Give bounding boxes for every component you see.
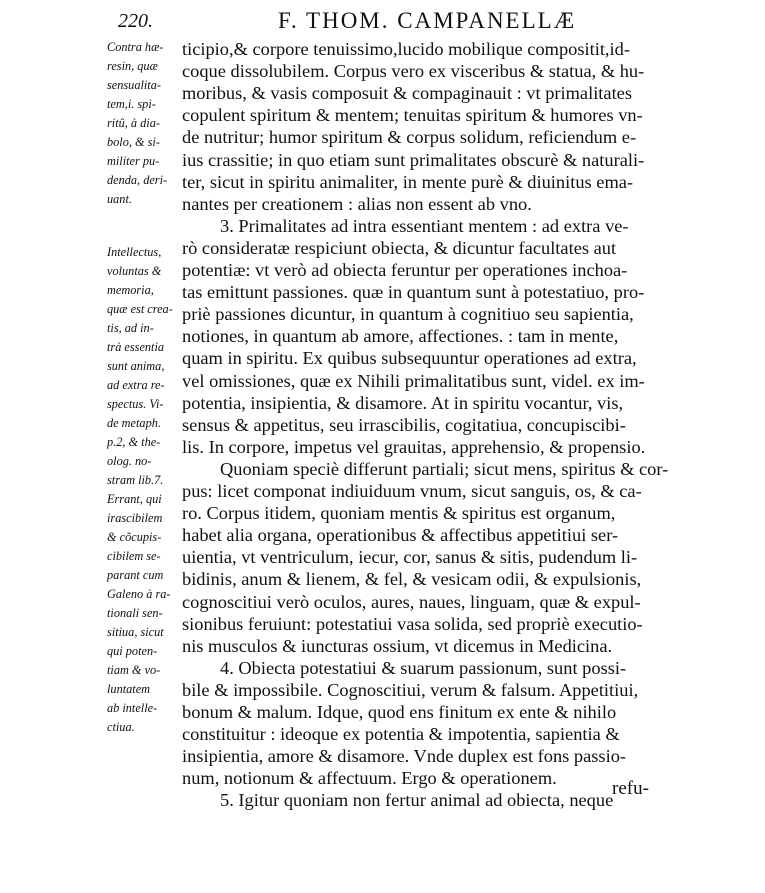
marginal-note-line: tem,i. spi- <box>107 97 156 111</box>
text-line: tas emittunt passiones. quæ in quantum sunt à potestatiuo, pro- <box>182 282 645 303</box>
marginal-note-line: Errant, qui <box>107 492 162 506</box>
marginal-note-line: uant. <box>107 192 132 206</box>
text-line: ter, sicut in spiritu animaliter, in mente purè & diuinitus ema- <box>182 171 634 192</box>
text-line: bidinis, anum & lienem, & fel, & vesicam odii, & expulsionis, <box>182 569 642 590</box>
marginal-note-line: qui poten- <box>107 644 158 658</box>
marginal-note-line: irascibilem <box>107 511 163 525</box>
marginal-note-line: sunt anima, <box>107 359 165 373</box>
text-line: nantes per creationem : alias non essent ab vno. <box>182 193 532 214</box>
text-line: priè passiones dicuntur, in quantum à cognitiuo seu sapientia, <box>182 304 634 325</box>
text-line: uientia, vt ventriculum, iecur, cor, sanus & sitis, pudendum li- <box>182 547 638 568</box>
marginal-note-line: luntatem <box>107 682 151 696</box>
marginal-note-line: spectus. Vi- <box>107 397 164 411</box>
text-line: lis. In corpore, impetus vel grauitas, apprehensio, & propensio. <box>182 436 646 457</box>
marginal-note <box>107 38 182 209</box>
running-title: F. THOM. CAMPANELLÆ <box>278 8 577 33</box>
marginal-note-line: quæ est crea- <box>107 302 173 316</box>
text-line: sionibus feruiunt: potestatiui vasa solida, sed propriè executio- <box>182 613 643 634</box>
marginal-note-line: ritû, à dia- <box>107 116 160 130</box>
text-line: ius crassitie; in quo etiam sunt primalitates obscurè & naturali- <box>182 149 645 170</box>
marginal-note-line: voluntas & <box>107 264 162 278</box>
marginal-note-line: tiam & vo- <box>107 663 161 677</box>
text-line: potentia, insipientia, & disamore. At in spiritu vocantur, vis, <box>182 392 624 413</box>
marginal-note-line: Intellectus, <box>107 245 162 259</box>
text-line: coque dissolubilem. Corpus vero ex visceribus & statua, & hu- <box>182 61 645 82</box>
marginal-note-line: tis, ad in- <box>107 321 154 335</box>
text-line: copulent spiritum & mentem; tenuitas spiritum & humores vn- <box>182 105 643 126</box>
text-line: rò consideratæ respiciunt obiecta, & dicuntur facultates aut <box>182 237 617 258</box>
text-line: bile & impossibile. Cognoscitiui, verum & falsum. Appetitiui, <box>182 679 639 700</box>
text-line: ticipio,& corpore tenuissimo,lucido mobilique compositit,id- <box>182 39 630 59</box>
marginal-note-line: Galeno à ra- <box>107 587 171 601</box>
text-line: quam in spiritu. Ex quibus subsequuntur operationes ad extra, <box>182 348 637 369</box>
text-line: potentiæ: vt verò ad obiecta feruntur per operationes inchoa- <box>182 260 628 280</box>
text-line: insipientia, amore & disamore. Vnde duplex est fons passio- <box>182 746 627 767</box>
text-line: notiones, in quantum ab amore, affectiones. : tam in mente, <box>182 326 619 347</box>
marginal-note-line: tionali sen- <box>107 606 163 620</box>
marginal-note-line: Contra hæ- <box>107 40 164 54</box>
text-line: sensus & appetitus, seu irrascibilis, cogitatiua, concupiscibi- <box>182 414 626 435</box>
marginal-note-line: sensualita- <box>107 78 161 92</box>
text-line: ro. Corpus itidem, quoniam mentis & spiritus est organum, <box>182 503 616 524</box>
marginal-note-line: militer pu- <box>107 154 160 168</box>
page-header <box>118 8 698 38</box>
marginal-note-line: de metaph. <box>107 416 161 430</box>
text-line: num, notionum & affectuum. Ergo & operationem. <box>182 768 557 789</box>
text-line: cognoscitiui verò oculos, aures, naues, linguam, quæ & expul- <box>182 591 641 612</box>
text-line: 4. Obiecta potestatiui & suarum passionum, sunt possi- <box>220 657 627 678</box>
text-line: nis musculos & iuncturas ossium, vt dicemus in Medicina. <box>182 635 613 656</box>
text-line: moribus, & vasis composuit & compaginauit : vt primalitates <box>182 83 633 104</box>
text-line: pus: licet componat indiuiduum vnum, sicut sanguis, os, & ca- <box>182 481 642 501</box>
marginal-note-line: ctiua. <box>107 720 135 734</box>
marginal-note-line: ab intelle- <box>107 701 158 715</box>
marginal-note-line: denda, deri- <box>107 173 168 187</box>
marginal-note <box>107 490 182 737</box>
marginal-note-line: resin, quæ <box>107 59 158 73</box>
marginal-note-line: olog. no- <box>107 454 152 468</box>
text-line: habet alia organa, operationibus & affectibus appetitiui ser- <box>182 525 619 546</box>
page-number: 220. <box>118 10 153 32</box>
marginal-note-line: stram lib.7. <box>107 473 164 487</box>
marginal-note-line: parant cum <box>107 568 164 582</box>
text-line: de nutritur; humor spiritum & corpus solidum, reficiendum e- <box>182 127 637 148</box>
marginal-note-line: memoria, <box>107 283 154 297</box>
marginal-note-line: trà essentia <box>107 340 165 354</box>
marginal-note-line: sitiua, sicut <box>107 625 164 639</box>
text-line: Quoniam speciè differunt partiali; sicut mens, spiritus & cor- <box>220 458 669 479</box>
marginal-note <box>107 243 182 490</box>
text-line: constituitur : ideoque ex potentia & impotentia, sapientia & <box>182 724 620 745</box>
marginal-note-line: ad extra re- <box>107 378 165 392</box>
marginal-note-line: bolo, & si- <box>107 135 160 149</box>
text-line: bonum & malum. Idque, quod ens finitum ex ente & nihilo <box>182 702 617 722</box>
text-line: 3. Primalitates ad intra essentiant mentem : ad extra ve- <box>220 215 629 236</box>
marginal-note-line: cibilem se- <box>107 549 161 563</box>
marginal-note-line: & cõcupis- <box>107 530 162 544</box>
marginal-note-line: p.2, & the- <box>107 435 161 449</box>
text-line: vel omissiones, quæ ex Nihili primalitatibus sunt, videl. ex im- <box>182 370 645 391</box>
catchword: refu- <box>612 778 649 799</box>
text-line: 5. Igitur quoniam non fertur animal ad obiecta, neque <box>220 790 614 811</box>
